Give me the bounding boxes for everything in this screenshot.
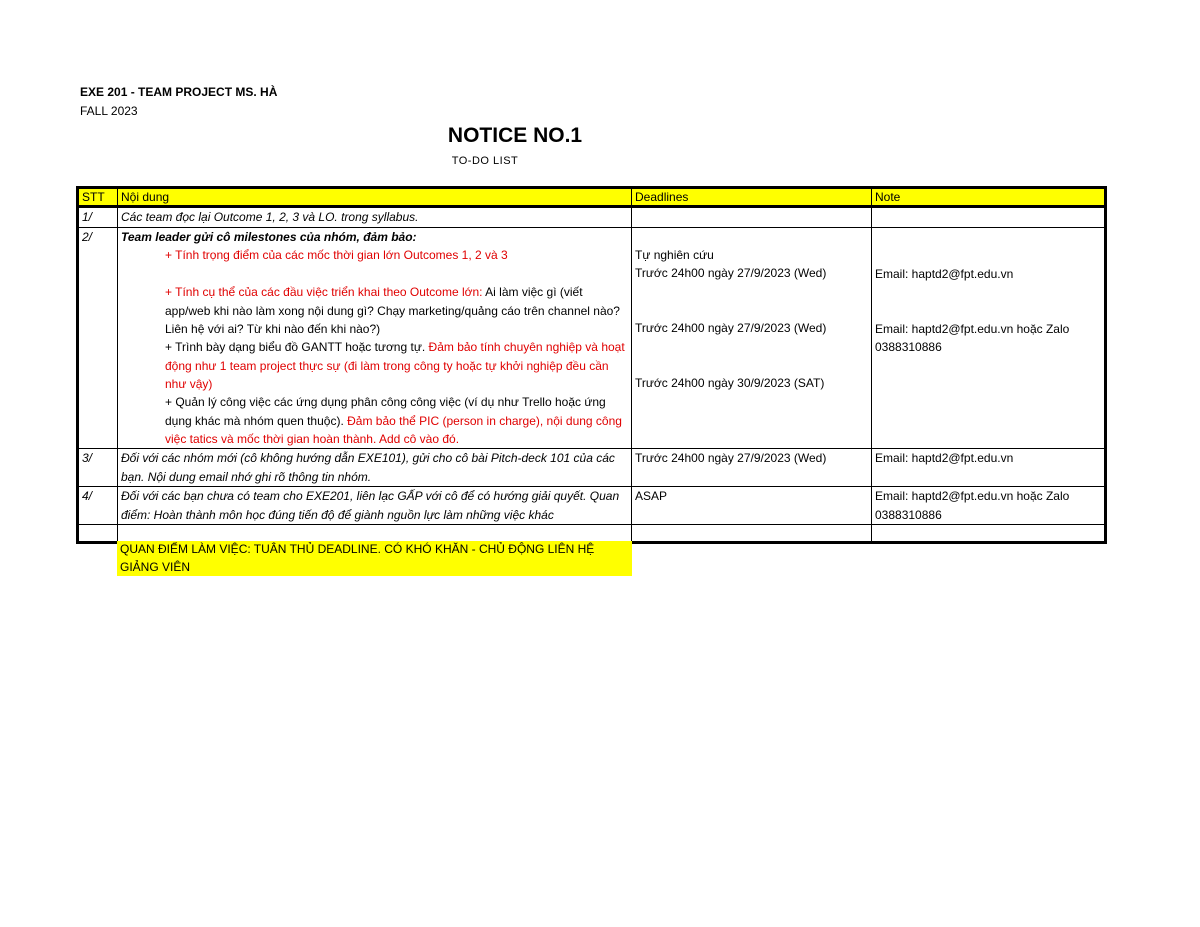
work-principle-banner: QUAN ĐIỂM LÀM VIỆC: TUÂN THỦ DEADLINE. CÓ KHÓ KHĂN - CHỦ ĐỘNG LIÊN HỆ GIẢNG VIÊN bbox=[117, 541, 632, 576]
row-deadline bbox=[632, 227, 872, 449]
row-number: 4/ bbox=[78, 487, 118, 525]
notice-subtitle: TO-DO LIST bbox=[451, 155, 519, 167]
row-content: Các team đọc lại Outcome 1, 2, 3 và LO. trong syllabus. bbox=[118, 207, 632, 228]
notice-title: NOTICE NO.1 bbox=[447, 124, 583, 147]
table-header-row bbox=[78, 188, 1106, 207]
column-header-deadlines: Deadlines bbox=[632, 188, 872, 207]
row-deadline: ASAP bbox=[632, 487, 872, 525]
row-note bbox=[872, 227, 1106, 449]
row-content: Đối với các bạn chưa có team cho EXE201, liên lạc GẤP với cô để có hướng giải quyết. Quan điểm: Hoàn thành môn học đúng tiến độ để giành nguồn lực làm những việc khác bbox=[118, 487, 632, 525]
row-intro: Team leader gửi cô milestones của nhóm, đảm bảo: bbox=[121, 229, 417, 244]
course-title: EXE 201 - TEAM PROJECT MS. HÀ bbox=[80, 85, 278, 99]
row-number: 1/ bbox=[78, 207, 118, 228]
sub-item-text: + Quản lý công việc các ứng dụng phân công công việc (ví dụ như Trello hoặc ứng dụng khác mà nhóm quen thuộc). bbox=[165, 395, 606, 428]
sub-item bbox=[121, 246, 628, 283]
column-header-stt: STT bbox=[78, 188, 118, 207]
note-item bbox=[875, 375, 1101, 430]
table-row bbox=[78, 487, 1106, 525]
table-row bbox=[78, 449, 1106, 487]
note-item: Email: haptd2@fpt.edu.vn hoặc Zalo 0388310886 bbox=[875, 321, 1070, 354]
row-deadline: Trước 24h00 ngày 27/9/2023 (Wed) bbox=[632, 449, 872, 487]
empty-row bbox=[78, 525, 1106, 543]
deadline-item: Tự nghiên cứu bbox=[635, 247, 714, 262]
row-deadline bbox=[632, 207, 872, 228]
sub-item-text-red: Đảm bảo thể PIC (person in charge), nội dung công việc tatics và mốc thời gian hoàn thành. Add cô vào đó. bbox=[165, 413, 622, 446]
term-label: FALL 2023 bbox=[80, 104, 138, 118]
deadline-item: Trước 24h00 ngày 27/9/2023 (Wed) bbox=[635, 265, 827, 280]
sub-item bbox=[121, 393, 628, 448]
column-header-content: Nội dung bbox=[118, 188, 632, 207]
sub-item-text: + Tính trọng điểm của các mốc thời gian lớn Outcomes 1, 2 và 3 bbox=[165, 248, 508, 262]
row-note bbox=[872, 207, 1106, 228]
sub-item-text: + Trình bày dạng biểu đồ GANTT hoặc tương tự. bbox=[165, 340, 429, 354]
table-row bbox=[78, 207, 1106, 228]
column-header-note: Note bbox=[872, 188, 1106, 207]
sub-item bbox=[121, 283, 628, 338]
row-note: Email: haptd2@fpt.edu.vn bbox=[872, 449, 1106, 487]
table-row bbox=[78, 227, 1106, 449]
note-item: Email: haptd2@fpt.edu.vn bbox=[875, 266, 1014, 281]
row-note: Email: haptd2@fpt.edu.vn hoặc Zalo 0388310886 bbox=[872, 487, 1106, 525]
row-number: 2/ bbox=[78, 227, 118, 449]
row-number: 3/ bbox=[78, 449, 118, 487]
sub-item-text-red: Đảm bảo tính chuyên nghiệp và hoạt động như 1 team project thực sự (đi làm trong công ty hoặc tự khởi nghiệp đều cần như vậy) bbox=[165, 340, 625, 391]
sub-item-text: Ai làm việc gì (viết app/web khi nào làm xong nội dung gì? Chạy marketing/quảng cáo trên channel nào? Liên hệ với ai? Từ khi nào đến khi nào?) bbox=[165, 285, 620, 336]
deadline-item: Trước 24h00 ngày 30/9/2023 (SAT) bbox=[635, 375, 825, 390]
sub-item bbox=[121, 338, 628, 393]
row-content bbox=[118, 227, 632, 449]
todo-table bbox=[76, 186, 1107, 544]
sub-item-text-red: + Tính cụ thể của các đầu việc triển khai theo Outcome lớn: bbox=[165, 285, 483, 299]
row-content: Đối với các nhóm mới (cô không hướng dẫn EXE101), gửi cho cô bài Pitch-deck 101 của các bạn. Nội dung email nhớ ghi rõ thông tin nhóm. bbox=[118, 449, 632, 487]
deadline-item: Trước 24h00 ngày 27/9/2023 (Wed) bbox=[635, 320, 827, 335]
